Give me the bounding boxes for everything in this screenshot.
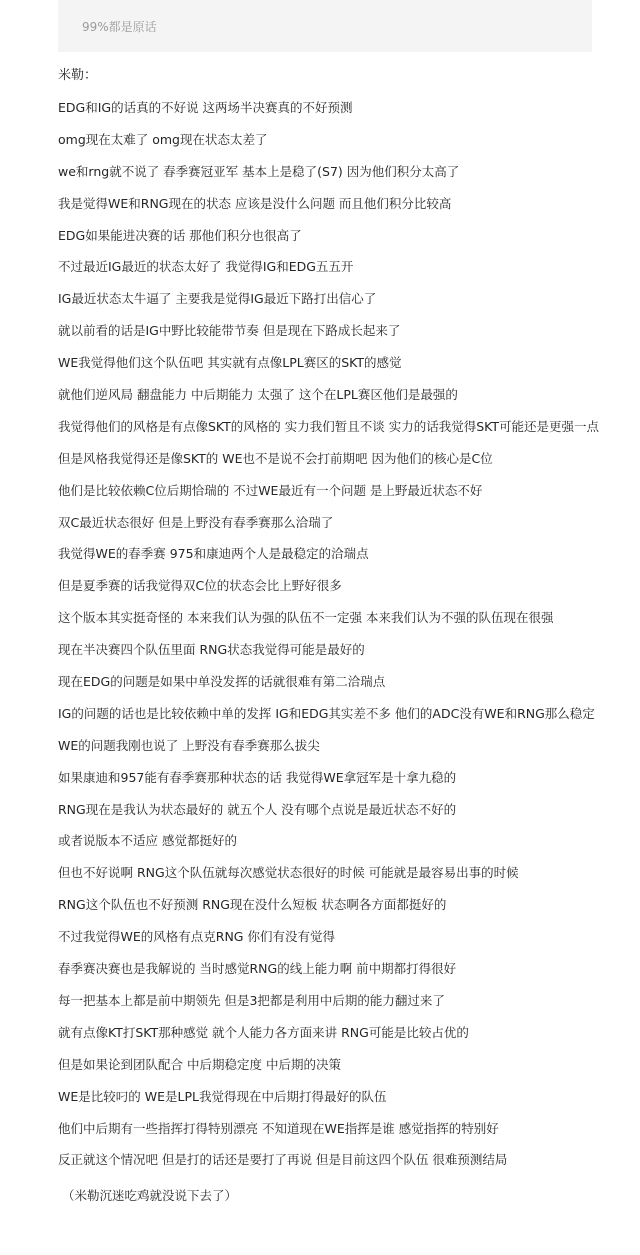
transcript-line: WE的问题我刚也说了 上野没有春季赛那么拔尖: [58, 737, 320, 753]
transcript-line: 我是觉得WE和RNG现在的状态 应该是没什么问题 而且他们积分比较高: [58, 195, 452, 211]
transcript-line: 我觉得WE的春季赛 975和康迪两个人是最稳定的洽瑞点: [58, 546, 369, 562]
transcript-line: 但是夏季赛的话我觉得双C位的状态会比上野好很多: [58, 578, 342, 594]
transcript-line: 反正就这个情况吧 但是打的话还是要打了再说 但是目前这四个队伍 很难预测结局: [58, 1152, 508, 1168]
quote-header-box: [58, 0, 592, 52]
transcript-lines: [58, 98, 618, 1182]
transcript-line: 但也不好说啊 RNG这个队伍就每次感觉状态很好的时候 可能就是最容易出事的时候: [58, 865, 519, 881]
transcript-line: 但是如果论到团队配合 中后期稳定度 中后期的决策: [58, 1056, 341, 1072]
transcript-line: IG的问题的话也是比较依赖中单的发挥 IG和EDG其实差不多 他们的ADC没有WE和RNG那么稳定: [58, 705, 595, 721]
transcript-line: EDG和IG的话真的不好说 这两场半决赛真的不好预测: [58, 100, 353, 115]
transcript-line: 如果康迪和957能有春季赛那种状态的话 我觉得WE拿冠军是十拿九稳的: [58, 769, 457, 785]
transcript-line: 不过最近IG最近的状态太好了 我觉得IG和EDG五五开: [58, 259, 354, 275]
transcript-line: omg现在太难了 omg现在状态太差了: [58, 131, 268, 147]
transcript-line: 或者说版本不适应 感觉都挺好的: [58, 833, 237, 849]
transcript-line: 每一把基本上都是前中期领先 但是3把都是利用中后期的能力翻过来了: [58, 992, 445, 1008]
transcript-line: 我觉得他们的风格是有点像SKT的风格的 实力我们暂且不谈 实力的话我觉得SKT可能还是更强一点: [58, 418, 600, 434]
transcript-line: RNG现在是我认为状态最好的 就五个人 没有哪个点说是最近状态不好的: [58, 801, 457, 817]
transcript-line: 这个版本其实挺奇怪的 本来我们认为强的队伍不一定强 本来我们认为不强的队伍现在很强: [58, 610, 554, 626]
transcript-line: 但是风格我觉得还是像SKT的 WE也不是说不会打前期吧 因为他们的核心是C位: [58, 450, 493, 466]
speaker-label: 米勒：: [58, 68, 98, 83]
transcript-line: 他们中后期有一些指挥打得特别漂亮 不知道现在WE指挥是谁 感觉指挥的特别好: [58, 1120, 499, 1136]
transcript-line: 不过我觉得WE的风格有点克RNG 你们有没有觉得: [58, 929, 335, 945]
transcript-line: RNG这个队伍也不好预测 RNG现在没什么短板 状态啊各方面都挺好的: [58, 897, 447, 913]
transcript-line: 就以前看的话是IG中野比较能带节奏 但是现在下路成长起来了: [58, 323, 401, 339]
header-note: 99%都是原话: [82, 19, 157, 34]
transcript-line: 就他们逆风局 翻盘能力 中后期能力 太强了 这个在LPL赛区他们是最强的: [58, 387, 458, 403]
transcript-line: WE是比较叼的 WE是LPL我觉得现在中后期打得最好的队伍: [58, 1088, 387, 1104]
footnote: （米勒沉迷吃鸡就没说下去了）: [62, 1188, 238, 1203]
transcript-line: 就有点像KT打SKT那种感觉 就个人能力各方面来讲 RNG可能是比较占优的: [58, 1024, 469, 1040]
transcript-line: 现在半决赛四个队伍里面 RNG状态我觉得可能是最好的: [58, 642, 365, 658]
transcript-line: we和rng就不说了 春季赛冠亚军 基本上是稳了(S7) 因为他们积分太高了: [58, 163, 460, 179]
transcript-line: 他们是比较依赖C位后期恰瑞的 不过WE最近有一个问题 是上野最近状态不好: [58, 482, 483, 498]
transcript-line: 双C最近状态很好 但是上野没有春季赛那么洽瑞了: [58, 514, 334, 530]
transcript-line: IG最近状态太牛逼了 主要我是觉得IG最近下路打出信心了: [58, 291, 377, 307]
transcript-line: EDG如果能进决赛的话 那他们积分也很高了: [58, 227, 302, 243]
transcript-line: 春季赛决赛也是我解说的 当时感觉RNG的线上能力啊 前中期都打得很好: [58, 961, 457, 977]
transcript-line: WE我觉得他们这个队伍吧 其实就有点像LPL赛区的SKT的感觉: [58, 355, 402, 371]
transcript-line: 现在EDG的问题是如果中单没发挥的话就很难有第二洽瑞点: [58, 674, 386, 690]
